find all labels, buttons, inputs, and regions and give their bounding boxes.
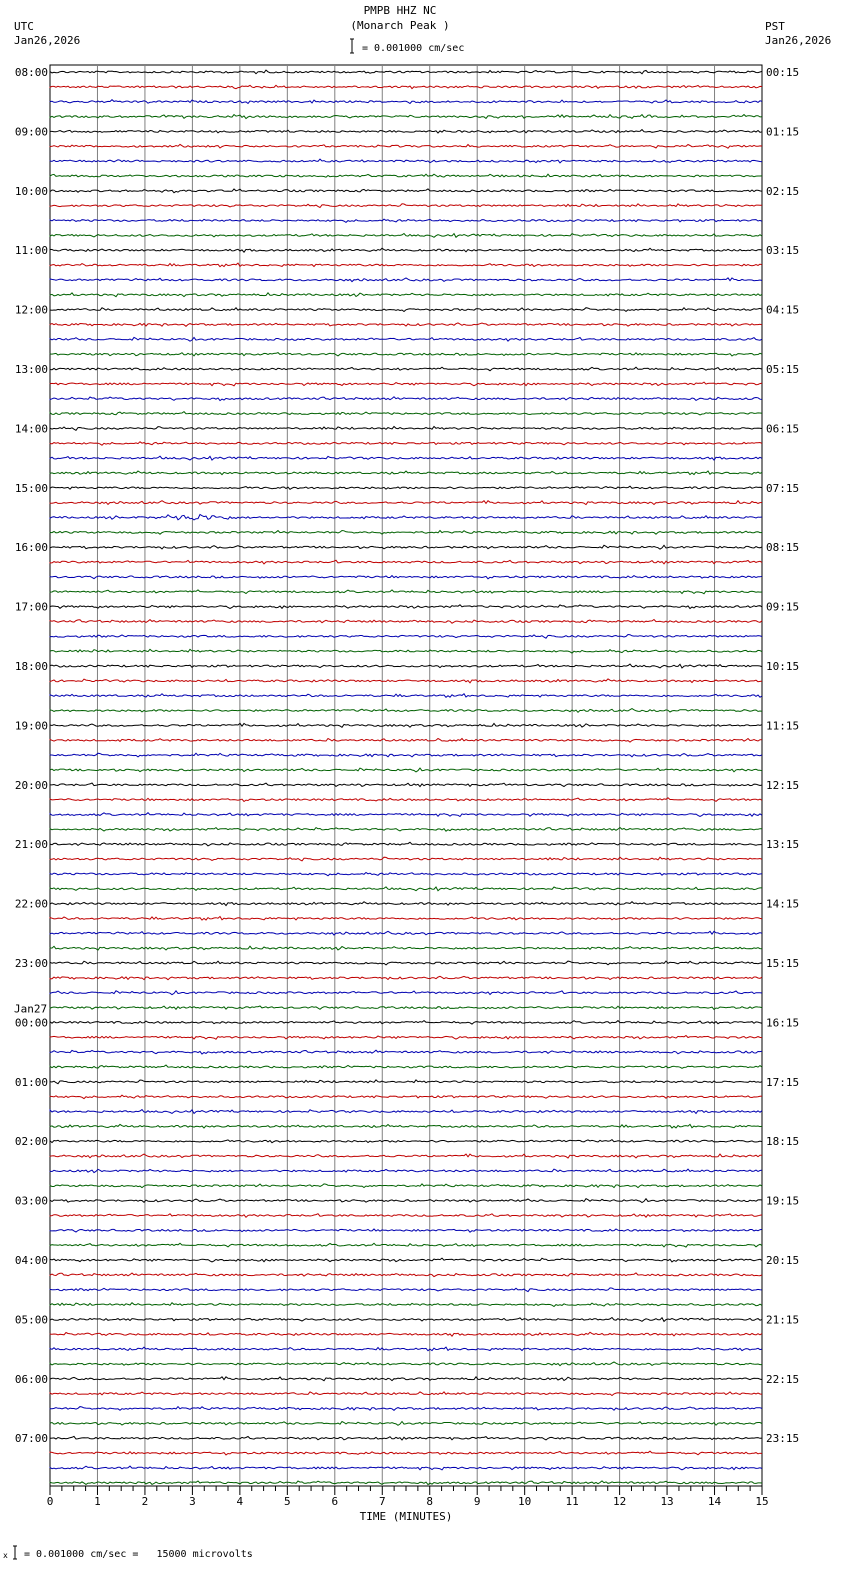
trace-line [50,367,762,371]
utc-hour-label: 20:00 [14,778,48,792]
trace-line [50,1036,762,1040]
trace-line [50,337,762,341]
pst-hour-label: 02:15 [766,184,800,198]
x-tick-label: 0 [46,1495,54,1508]
trace-line [50,1318,762,1322]
scale-label: = 0.001000 cm/sec [362,43,465,54]
x-tick-label: 1 [94,1495,101,1508]
utc-hour-label: 05:00 [14,1313,48,1327]
footer-scale-marker: x [3,1551,8,1560]
trace-line [50,1229,762,1232]
trace-line [50,545,762,549]
utc-hour-label: 00:00 [14,1016,48,1030]
utc-hour-label: 19:00 [14,719,48,733]
x-tick-label: 5 [284,1495,291,1508]
trace-line [50,1273,762,1277]
trace-line [50,635,762,639]
x-tick-label: 7 [378,1495,386,1508]
pst-hour-label: 23:15 [766,1432,800,1446]
trace-line [50,501,762,505]
utc-hour-label: 12:00 [14,303,48,317]
trace-line [50,723,762,727]
left-date: Jan26,2026 [14,34,81,47]
station-title: PMPB HHZ NC [363,4,437,17]
trace-line [50,605,762,609]
utc-hour-label: 06:00 [14,1372,48,1386]
trace-line [50,1124,762,1128]
utc-hour-label: 17:00 [14,600,48,614]
scale-note: = 0.001000 cm/sec = 15000 microvolts [24,1549,253,1560]
trace-line [50,263,762,267]
trace-line [50,1110,762,1114]
utc-hour-label: 07:00 [14,1432,48,1446]
trace-line [50,679,762,683]
pst-hour-label: 21:15 [766,1313,800,1327]
trace-line [50,620,762,624]
x-tick-label: 8 [426,1495,434,1508]
trace-line [50,115,762,119]
utc-hour-label: 02:00 [14,1135,48,1149]
pst-hour-label: 07:15 [766,481,800,495]
trace-line [50,1288,762,1292]
x-tick-label: 15 [755,1495,769,1508]
utc-hour-label: 01:00 [14,1075,48,1089]
trace-line [50,1258,762,1262]
pst-hour-label: 15:15 [766,957,800,970]
utc-hour-label: 04:00 [14,1254,48,1267]
trace-line [50,1451,762,1455]
trace-line [50,531,762,535]
trace-line [50,515,762,520]
trace-line [50,100,762,104]
utc-hour-label: 10:00 [14,184,48,198]
trace-line [50,486,762,489]
trace-line [50,1466,762,1470]
trace-line [50,293,762,297]
x-tick-label: 10 [518,1495,532,1508]
trace-line [50,842,762,846]
trace-line [50,753,762,757]
x-tick-label: 9 [473,1495,481,1508]
utc-hour-label: 03:00 [14,1194,48,1208]
trace-line [50,1392,762,1396]
trace-line [50,159,762,163]
trace-line [50,931,762,935]
trace-line [50,576,762,579]
trace-line [50,1140,762,1143]
trace-line [50,976,762,979]
trace-line [50,1436,762,1440]
trace-line [50,917,762,921]
trace-line [50,174,762,177]
pst-hour-label: 06:15 [766,422,800,436]
trace-line [50,887,762,891]
trace-line [50,1021,762,1025]
right-date: Jan26,2026 [765,34,832,47]
x-tick-label: 14 [707,1495,722,1508]
trace-line [50,857,762,861]
trace-line [50,471,762,475]
trace-line [50,1184,762,1188]
trace-line [50,813,762,817]
x-tick-label: 11 [565,1495,579,1508]
x-tick-label: 2 [141,1495,149,1508]
trace-line [50,85,762,88]
trace-line [50,427,762,431]
trace-line [50,412,762,415]
x-tick-label: 13 [660,1495,674,1508]
trace-line [50,1006,762,1009]
trace-line [50,798,762,802]
trace-line [50,353,762,356]
pst-hour-label: 19:15 [766,1194,800,1208]
trace-line [50,560,762,564]
trace-line [50,1362,762,1366]
trace-line [50,204,762,208]
trace-line [50,873,762,876]
utc-hour-label: 18:00 [14,660,48,673]
x-tick-label: 6 [331,1495,339,1508]
x-tick-label: 3 [189,1495,196,1508]
trace-line [50,1199,762,1203]
trace-line [50,739,762,743]
trace-line [50,828,762,832]
pst-hour-label: 10:15 [766,660,800,673]
trace-line [50,946,762,950]
utc-hour-label: 14:00 [14,422,48,436]
station-site: (Monarch Peak ) [350,19,450,32]
pst-hour-label: 22:15 [766,1372,800,1386]
trace-line [50,130,762,133]
trace-line [50,1422,762,1426]
trace-line [50,1243,762,1247]
pst-hour-label: 00:15 [766,66,800,79]
trace-line [50,1065,762,1068]
pst-hour-label: 01:15 [766,125,800,139]
trace-line [50,144,762,148]
utc-hour-label: 23:00 [14,957,48,970]
left-timezone: UTC [14,20,34,33]
x-tick-label: 4 [236,1495,244,1508]
trace-line [50,1214,762,1218]
trace-line [50,1154,762,1158]
trace-line [50,902,762,906]
utc-hour-label: 08:00 [14,66,48,79]
trace-line [50,70,762,74]
pst-hour-label: 08:15 [766,541,800,555]
pst-hour-label: 18:15 [766,1135,800,1149]
pst-hour-label: 09:15 [766,600,800,614]
utc-hour-label: 15:00 [14,481,48,495]
trace-line [50,248,762,252]
pst-hour-label: 20:15 [766,1254,800,1267]
trace-line [50,783,762,787]
pst-hour-label: 05:15 [766,363,800,376]
date-change-label: Jan27 [14,1002,48,1016]
x-axis-label: TIME (MINUTES) [359,1510,453,1523]
trace-line [50,456,762,460]
trace-line [50,590,762,594]
trace-line [50,991,762,995]
trace-line [50,234,762,238]
trace-line [50,219,762,222]
pst-hour-label: 11:15 [766,719,800,733]
utc-hour-label: 13:00 [14,363,48,376]
trace-line [50,1481,762,1485]
pst-hour-label: 04:15 [766,303,800,317]
trace-line [50,1095,762,1098]
utc-hour-label: 22:00 [14,897,48,911]
pst-hour-label: 16:15 [766,1016,800,1030]
trace-line [50,189,762,193]
trace-line [50,397,762,401]
right-timezone: PST [765,20,785,33]
pst-hour-label: 12:15 [766,778,800,792]
trace-line [50,664,762,668]
pst-hour-label: 13:15 [766,838,800,852]
pst-hour-label: 03:15 [766,244,800,258]
trace-line [50,442,762,445]
trace-line [50,1347,762,1351]
utc-hour-label: 16:00 [14,541,48,555]
trace-line [50,382,762,386]
trace-line [50,1050,762,1054]
trace-line [50,323,762,326]
trace-line [50,649,762,653]
x-tick-label: 12 [612,1495,627,1508]
trace-line [50,1169,762,1173]
trace-line [50,694,762,698]
trace-line [50,768,762,772]
trace-line [50,961,762,965]
utc-hour-label: 21:00 [14,838,48,852]
trace-line [50,1303,762,1307]
trace-line [50,1332,762,1336]
trace-line [50,709,762,713]
pst-hour-label: 17:15 [766,1075,800,1089]
trace-line [50,1407,762,1411]
trace-line [50,278,762,282]
trace-line [50,1377,762,1381]
pst-hour-label: 14:15 [766,897,800,911]
utc-hour-label: 11:00 [14,244,48,258]
trace-line [50,1080,762,1084]
utc-hour-label: 09:00 [14,125,48,139]
trace-line [50,308,762,312]
